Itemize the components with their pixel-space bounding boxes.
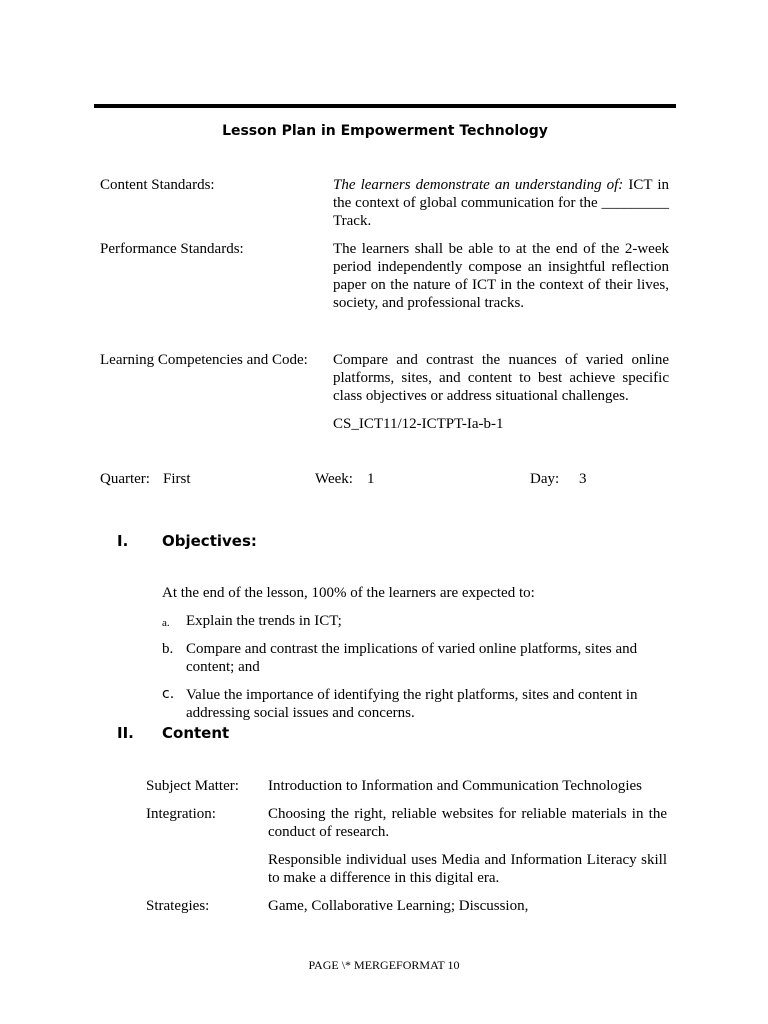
objective-c-text: Value the importance of identifying the right platforms, sites and content in addressing social issues and concerns.: [186, 687, 638, 721]
objective-a-label: a.: [162, 617, 170, 629]
competency-code: CS_ICT11/12-ICTPT-Ia-b-1: [333, 416, 504, 432]
objective-b-text: Compare and contrast the implications of varied online platforms, sites and content; and: [186, 641, 638, 675]
integration-value-1: Choosing the right, reliable websites for reliable materials in the conduct of research.: [268, 806, 667, 840]
quarter-label: Quarter:: [100, 471, 150, 487]
objectives-heading: Objectives:: [162, 532, 257, 550]
subject-matter-value: Introduction to Information and Communication Technologies: [268, 778, 643, 794]
header-rule: [94, 104, 676, 108]
week-label: Week:: [315, 471, 353, 487]
competencies-label: Learning Competencies and Code:: [100, 352, 308, 368]
competencies-text: Compare and contrast the nuances of varied online platforms, sites, and content to best achieve specific class objectives or address situational challenges.: [333, 352, 669, 404]
content-standards-label: Content Standards:: [100, 177, 215, 193]
quarter-value: First: [163, 471, 191, 487]
integration-value-2: Responsible individual uses Media and Information Literacy skill to make a difference in this digital era.: [268, 852, 667, 886]
content-standards-rest: ICT in the context of global communication for the _________ Track.: [333, 177, 670, 229]
objective-c-label: c.: [162, 686, 175, 702]
objective-b-label: b.: [162, 641, 174, 657]
objective-a-text: Explain the trends in ICT;: [186, 613, 342, 629]
document-title: Lesson Plan in Empowerment Technology: [222, 123, 548, 139]
strategies-value: Game, Collaborative Learning; Discussion,: [268, 898, 529, 914]
page-footer: PAGE \* MERGEFORMAT 10: [308, 958, 460, 972]
content-heading: Content: [162, 724, 230, 742]
integration-label: Integration:: [146, 806, 216, 822]
strategies-label: Strategies:: [146, 898, 210, 914]
content-numeral: II.: [117, 724, 134, 742]
objectives-numeral: I.: [117, 532, 129, 550]
content-standards-text: [333, 176, 669, 230]
performance-standards-text: The learners shall be able to at the end of the 2-week period independently compose an insightful reflection paper on the nature of ICT in the context of their lives, society, and professional tracks.: [333, 241, 669, 311]
week-value: 1: [367, 471, 375, 487]
content-standards-italic: The learners demonstrate an understanding of:: [333, 177, 624, 193]
day-label: Day:: [530, 471, 560, 487]
objectives-intro: At the end of the lesson, 100% of the learners are expected to:: [162, 585, 535, 601]
subject-matter-label: Subject Matter:: [146, 778, 239, 794]
day-value: 3: [579, 471, 587, 487]
performance-standards-label: Performance Standards:: [100, 241, 244, 257]
